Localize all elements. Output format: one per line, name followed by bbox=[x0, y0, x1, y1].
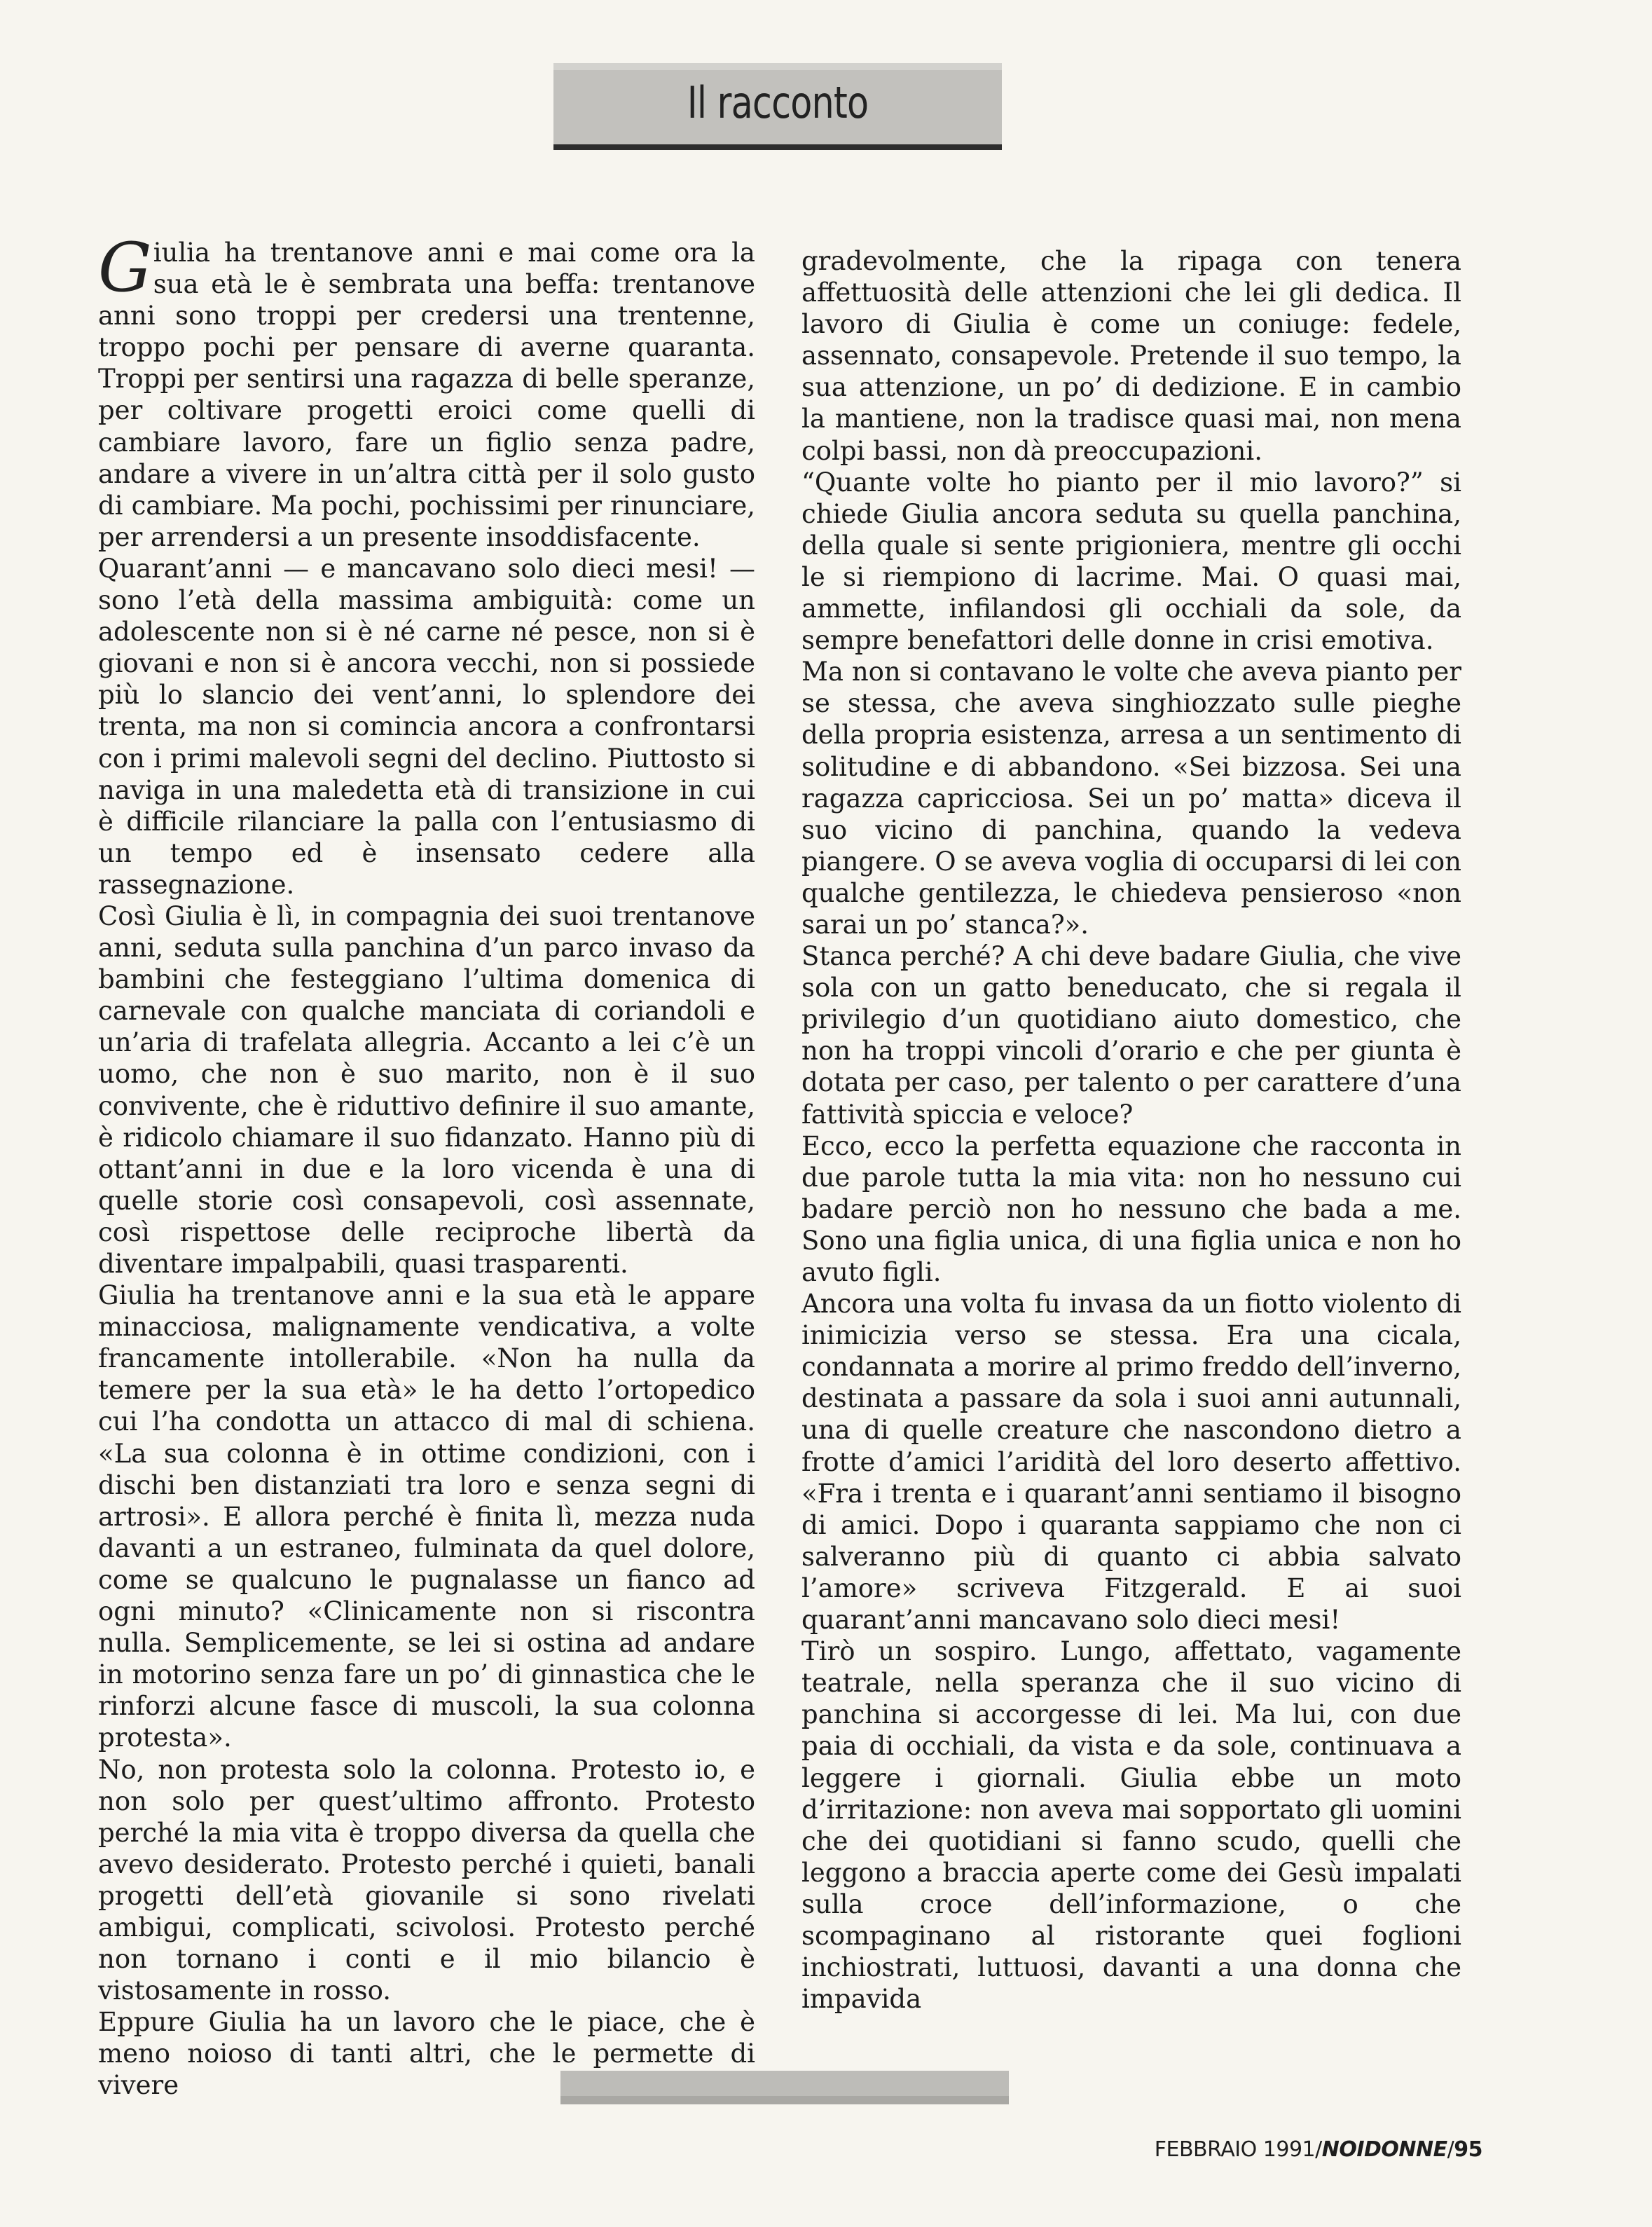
page-footer bbox=[1155, 2137, 1482, 2162]
issue-date: FEBBRAIO 1991/ bbox=[1154, 2137, 1322, 2162]
article-paragraph: Ancora una volta fu invasa da un fiotto violento di inimicizia verso se stessa. Era una cicala, condannata a morire al primo freddo dell’inverno, destinata a passare da sola i suoi anni autunnali, una di quelle creature che nascondono dietro a frotte d’amici l’aridità del loro deserto affettivo. «Fra i trenta e i quarant’anni sentiamo il bisogno di amici. Dopo i quaranta sappiamo che non ci salveranno più di quanto ci abbia salvato l’amore» scriveva Fitzgerald. E ai suoi quarant’anni mancavano solo dieci mesi! bbox=[801, 1289, 1461, 1636]
article-paragraph: Ecco, ecco la perfetta equazione che racconta in due parole tutta la mia vita: non ho nessuno cui badare perciò non ho nessuno che bada a me. Sono una figlia unica, di una figlia unica e non ho avuto figli. bbox=[801, 1130, 1461, 1287]
footer-separator: / bbox=[1447, 2137, 1454, 2162]
drop-cap: G bbox=[98, 228, 152, 307]
section-header-band bbox=[553, 63, 1002, 146]
article-paragraph: Tirò un sospiro. Lungo, affettato, vagamente teatrale, nella speranza che il suo vicino di panchina si accorgesse di lei. Ma lui, con due paia di occhiali, da vista e da sole, continuava a leggere i giornali. Giulia ebbe un moto d’irritazione: non aveva mai sopportato gli uomini che dei quotidiani si fanno scudo, quelli che leggono a braccia aperte come dei Gesù impalati sulla croce dell’informazione, o che scompaginano al ristorante quei foglioni inchiostrati, luttuosi, davanti a una donna che impavida bbox=[801, 1636, 1461, 2015]
paragraph-text: iulia ha trentanove anni e mai come ora la sua età le è sembrata una beffa: trentanove anni sono troppi per credersi una trentenne, troppo pochi per pensare di averne quaranta. Troppi per sentirsi una ragazza di belle speranze, per coltivare progetti eroici come quelli di cambiare lavoro, fare un figlio senza padre, andare a vivere in un’altra città per il solo gusto di cambiare. Ma pochi, pochissimi per rinunciare, per arrendersi a un presente insoddisfacente. bbox=[98, 238, 755, 552]
article-paragraph: Stanca perché? A chi deve badare Giulia, che vive sola con un gatto beneducato, che si regala il privilegio d’un quotidiano aiuto domestico, che non ha troppi vincoli d’orario e che per giunta è dotata per caso, per talento o per carattere d’una fattività spiccia e veloce? bbox=[801, 941, 1461, 1130]
article-paragraph: gradevolmente, che la ripaga con tenera affettuosità delle attenzioni che lei gli dedica. Il lavoro di Giulia è come un coniuge: fedele, assennato, consapevole. Pretende il suo tempo, la sua attenzione, un po’ di dedizione. E in cambio la mantiene, non la tradisce quasi mai, non mena colpi bassi, non dà preoccupazioni. bbox=[801, 246, 1461, 466]
article-column-left bbox=[98, 228, 755, 2102]
article-paragraph: Giulia ha trentanove anni e la sua età le appare minacciosa, malignamente vendicativa, a volte francamente intollerabile. «Non ha nulla da temere per la sua età» le ha detto l’ortopedico cui l’ha condotta un attacco di mal di schiena. «La sua colonna è in ottime condizioni, con i dischi ben distanziati tra loro e senza segni di artrosi». E allora perché è finita lì, mezza nuda davanti a un estraneo, fulminata da quel dolore, come se qualcuno le pugnalasse un fianco ad ogni minuto? «Clinicamente non si riscontra nulla. Semplicemente, se lei si ostina ad andare in motorino senza fare un po’ di ginnastica che le rinforzi alcune fasce di muscoli, la sua colonna protesta». bbox=[98, 1280, 755, 1753]
page-number: 95 bbox=[1454, 2137, 1482, 2162]
footer-decorative-band bbox=[560, 2071, 1009, 2104]
article-paragraph: Eppure Giulia ha un lavoro che le piace, che è meno noioso di tanti altri, che le permette di vivere bbox=[98, 2007, 755, 2101]
magazine-name: NOIDONNE bbox=[1321, 2137, 1447, 2162]
header-band-shade bbox=[553, 63, 1002, 70]
article-paragraph: “Quante volte ho pianto per il mio lavoro?” si chiede Giulia ancora seduta su quella panchina, della quale si sente prigioniera, mentre gli occhi le si riempiono di lacrime. Mai. O quasi mai, ammette, infilandosi gli occhiali da sole, da sempre benefattori delle donne in crisi emotiva. bbox=[801, 467, 1461, 656]
section-header-rule bbox=[553, 144, 1002, 150]
article-paragraph bbox=[98, 228, 755, 553]
section-title: Il racconto bbox=[687, 77, 869, 128]
article-paragraph: Ma non si contavano le volte che aveva pianto per se stessa, che aveva singhiozzato sulle pieghe della propria esistenza, arresa a un sentimento di solitudine e di abbandono. «Sei bizzosa. Sei una ragazza capricciosa. Sei un po’ matta» diceva il suo vicino di panchina, quando la vedeva piangere. O se aveva voglia di occuparsi di lei con qualche gentilezza, le chiedeva pensieroso «non sarai un po’ stanca?». bbox=[801, 657, 1461, 940]
article-paragraph: No, non protesta solo la colonna. Protesto io, e non solo per quest’ultimo affronto. Protesto perché la mia vita è troppo diversa da quella che avevo desiderato. Protesto perché i quieti, banali progetti dell’età giovanile si sono rivelati ambigui, complicati, scivolosi. Protesto perché non tornano i conti e il mio bilancio è vistosamente in rosso. bbox=[98, 1754, 755, 2006]
footer-band-shade bbox=[560, 2096, 1009, 2104]
article-column-right bbox=[801, 245, 1461, 2015]
article-paragraph: Quarant’anni — e mancavano solo dieci mesi! — sono l’età della massima ambiguità: come un adolescente non si è né carne né pesce, non si è giovani e non si è ancora vecchi, non si possiede più lo slancio dei vent’anni, lo splendore dei trenta, ma non si comincia ancora a confrontarsi con i primi malevoli segni del declino. Piuttosto si naviga in una maledetta età di transizione in cui è difficile rilanciare la palla con l’entusiasmo di un tempo ed è insensato cedere alla rassegnazione. bbox=[98, 553, 755, 900]
article-paragraph: Così Giulia è lì, in compagnia dei suoi trentanove anni, seduta sulla panchina d’un parco invaso da bambini che festeggiano l’ultima domenica di carnevale con qualche manciata di coriandoli e un’aria di trafelata allegria. Accanto a lei c’è un uomo, che non è suo marito, non è il suo convivente, che è riduttivo definire il suo amante, è ridicolo chiamare il suo fidanzato. Hanno più di ottant’anni in due e la loro vicenda è una di quelle storie così consapevoli, così assennate, così rispettose delle reciproche libertà da diventare impalpabili, quasi trasparenti. bbox=[98, 900, 755, 1279]
